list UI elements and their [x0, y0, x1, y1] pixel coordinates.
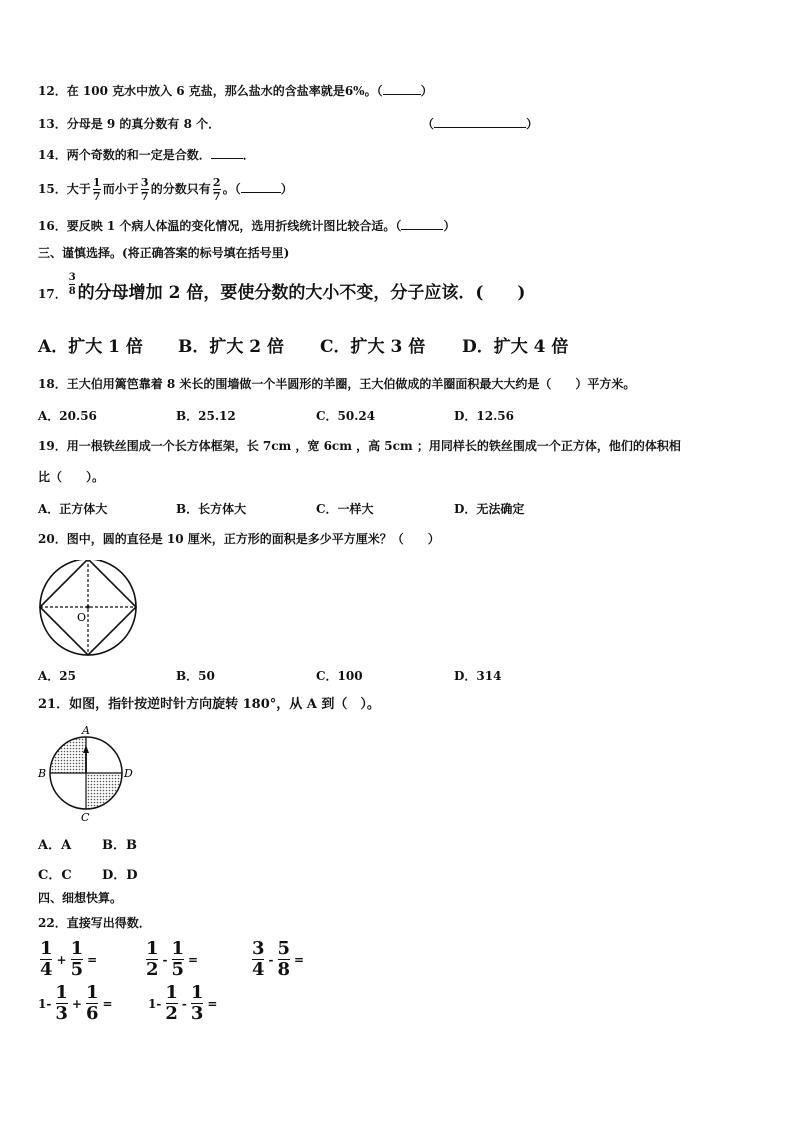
q17-option-d[interactable] — [462, 336, 568, 358]
question-22 — [38, 915, 151, 931]
fraction-3-7 — [141, 177, 149, 202]
denominator: 4 — [252, 959, 265, 980]
question-15-text-a: 15．大于 — [38, 182, 91, 196]
question-17 — [38, 272, 525, 314]
center-label: O — [77, 611, 87, 624]
fraction — [55, 984, 68, 1023]
fraction — [146, 940, 159, 979]
paren-close: ） — [280, 182, 293, 196]
denominator: 8 — [277, 959, 291, 980]
label-c: C — [81, 811, 90, 823]
q21-option-d[interactable] — [102, 864, 138, 883]
numerator: 5 — [277, 938, 291, 959]
option-label: B．50 — [176, 669, 215, 683]
question-14-text: 14．两个奇数的和一定是合数． — [38, 148, 211, 162]
question-13-text: 13．分母是 9 的真分数有 8 个． — [38, 117, 221, 131]
numerator: 1 — [92, 176, 101, 189]
q17-option-c[interactable] — [320, 336, 425, 358]
option-label: B．扩大 2 倍 — [178, 337, 285, 357]
q18-option-b[interactable] — [176, 407, 236, 424]
option-label: D．无法确定 — [454, 502, 525, 516]
q21-option-b[interactable] — [102, 834, 137, 853]
leading-term: 1- — [38, 996, 52, 1011]
calc-expression-3 — [250, 940, 306, 979]
answer-blank[interactable] — [241, 192, 281, 193]
question-19-text-2: 比（ ）。 — [38, 470, 105, 484]
denominator: 6 — [85, 1003, 99, 1024]
q20-option-b[interactable] — [176, 667, 215, 684]
paren-open: （ — [422, 117, 435, 131]
option-label: C．一样大 — [316, 502, 374, 516]
paren-close: ） — [443, 219, 456, 233]
operator: + — [56, 952, 67, 967]
question-21-text: 21．如图，指针按逆时针方向旋转 180°，从 A 到（ ）。 — [38, 697, 380, 712]
option-label: D．扩大 4 倍 — [462, 337, 569, 357]
fraction — [165, 984, 178, 1023]
label-b: B — [38, 767, 47, 780]
question-19-line-1 — [38, 438, 681, 454]
fraction-1-7 — [93, 177, 101, 202]
fraction — [71, 940, 84, 979]
question-13-answer — [422, 116, 538, 132]
numerator: 1 — [40, 938, 53, 959]
q18-option-d[interactable] — [454, 407, 514, 424]
fraction — [278, 940, 291, 979]
operator: - — [181, 996, 187, 1011]
dial-figure — [36, 723, 136, 823]
option-label: D．D — [102, 868, 138, 883]
question-20-text: 20．图中，圆的直径是 10 厘米，正方形的面积是多少平方厘米？（ ） — [38, 532, 440, 546]
denominator: 7 — [140, 190, 149, 203]
leading-term: 1- — [148, 996, 162, 1011]
denominator: 7 — [212, 190, 221, 203]
option-label: A．正方体大 — [38, 502, 108, 516]
q20-option-a[interactable] — [38, 667, 76, 684]
q19-option-a[interactable] — [38, 500, 107, 517]
denominator: 5 — [171, 959, 185, 980]
calc-expression-2 — [144, 940, 200, 979]
q19-option-c[interactable] — [316, 500, 374, 517]
question-14 — [38, 147, 255, 163]
question-12-text: 12．在 100 克水中放入 6 克盐，那么盐水的含盐率就是 — [38, 84, 345, 98]
equals-sign: = — [102, 996, 113, 1011]
center-point — [86, 605, 90, 609]
option-label: A．A — [38, 838, 72, 853]
fraction-3-8 — [69, 272, 76, 297]
question-22-text: 22．直接写出得数． — [38, 916, 151, 930]
section-4-text: 四、细想快算。 — [38, 891, 123, 905]
q21-option-a[interactable] — [38, 834, 71, 853]
question-18 — [38, 376, 635, 392]
fraction-2-7 — [213, 177, 221, 202]
option-label: B．B — [102, 838, 137, 853]
q20-option-c[interactable] — [316, 667, 363, 684]
option-label: C．100 — [316, 669, 363, 683]
answer-blank[interactable] — [434, 127, 526, 128]
q18-option-c[interactable] — [316, 407, 375, 424]
numerator: 1 — [85, 982, 99, 1003]
question-13 — [38, 116, 220, 132]
denominator: 4 — [40, 959, 53, 980]
section-3-heading — [38, 245, 289, 261]
denominator: 2 — [165, 1003, 178, 1024]
question-15 — [38, 176, 293, 202]
question-18-text: 18．王大伯用篱笆靠着 8 米长的围墙做一个半圆形的羊圈，王大伯做成的羊圈面积最大大约是（ ）平方米。 — [38, 377, 636, 391]
period: ． — [242, 148, 255, 162]
denominator: 8 — [68, 286, 76, 297]
fraction — [191, 984, 204, 1023]
answer-blank[interactable] — [401, 229, 443, 230]
numerator: 3 — [140, 176, 149, 189]
numerator: 2 — [212, 176, 221, 189]
equals-sign: = — [207, 996, 218, 1011]
question-19-text: 19．用一根铁丝围成一个长方体框架，长 7cm ，宽 6cm ，高 5cm ；用同样长的铁丝围成一个正方体，他们的体积相 — [38, 439, 681, 453]
question-16 — [38, 218, 455, 234]
numerator: 1 — [171, 938, 185, 959]
option-label: C．C — [38, 868, 72, 883]
option-label: A．25 — [38, 669, 77, 683]
question-number: 17． — [38, 287, 67, 301]
equals-sign: = — [294, 952, 305, 967]
paren-open: 。（ — [222, 182, 241, 196]
option-label: C．扩大 3 倍 — [320, 337, 426, 357]
denominator: 3 — [55, 1003, 68, 1024]
option-label: A．20.56 — [38, 409, 97, 423]
question-15-text-b: 而小于 — [102, 182, 139, 196]
fraction — [86, 984, 99, 1023]
question-21 — [38, 697, 380, 713]
fraction — [252, 940, 265, 979]
section-3-text: 三、谨慎选择。(将正确答案的标号填在括号里) — [38, 246, 290, 260]
paren-open: 。（ — [364, 84, 383, 98]
numerator: 1 — [55, 982, 68, 1003]
q17-option-a[interactable] — [38, 336, 143, 358]
label-a: A — [82, 724, 90, 737]
circle-square-figure — [38, 560, 140, 656]
numerator: 1 — [190, 982, 204, 1003]
option-label: B．25.12 — [176, 409, 236, 423]
q18-option-a[interactable] — [38, 407, 97, 424]
calc-expression-1 — [38, 940, 99, 979]
fraction-bar — [69, 284, 75, 285]
operator: - — [268, 952, 274, 967]
operator: + — [71, 996, 82, 1011]
denominator: 3 — [190, 1003, 204, 1024]
label-d: D — [124, 767, 133, 780]
numerator: 1 — [70, 938, 84, 959]
option-label: D．12.56 — [454, 409, 514, 423]
answer-blank[interactable] — [211, 158, 243, 159]
denominator: 5 — [70, 959, 84, 980]
q20-option-d[interactable] — [454, 667, 501, 684]
operator: - — [162, 952, 168, 967]
denominator: 7 — [92, 190, 101, 203]
option-label: B．长方体大 — [176, 502, 247, 516]
calc-expression-4 — [36, 984, 115, 1023]
question-19-line-2 — [38, 469, 104, 485]
denominator: 2 — [146, 959, 159, 980]
question-16-text: 16．要反映 1 个病人体温的变化情况，选用折线统计图比较合适。（ — [38, 219, 402, 233]
q19-option-d[interactable] — [454, 500, 524, 517]
equals-sign: = — [87, 952, 98, 967]
percent-value: 6% — [344, 84, 365, 98]
fraction — [40, 940, 53, 979]
question-17-text: 的分母增加 2 倍，要使分数的大小不变，分子应该．( ) — [77, 283, 526, 303]
question-12 — [38, 83, 433, 99]
q17-option-b[interactable] — [178, 336, 284, 358]
paren-close: ） — [526, 117, 539, 131]
calc-expression-5 — [146, 984, 219, 1023]
numerator: 1 — [146, 938, 159, 959]
numerator: 3 — [252, 938, 265, 959]
numerator: 3 — [68, 272, 76, 283]
numerator: 1 — [165, 982, 178, 1003]
question-20 — [38, 531, 440, 547]
answer-blank[interactable] — [383, 94, 421, 95]
option-label: A．扩大 1 倍 — [38, 337, 143, 357]
q21-option-c[interactable] — [38, 864, 72, 883]
fraction — [172, 940, 185, 979]
option-label: C．50.24 — [316, 409, 376, 423]
section-4-heading — [38, 890, 122, 906]
question-15-text-c: 的分数只有 — [150, 182, 211, 196]
q19-option-b[interactable] — [176, 500, 246, 517]
option-label: D．314 — [454, 669, 502, 683]
equals-sign: = — [188, 952, 199, 967]
paren-close: ） — [420, 84, 433, 98]
